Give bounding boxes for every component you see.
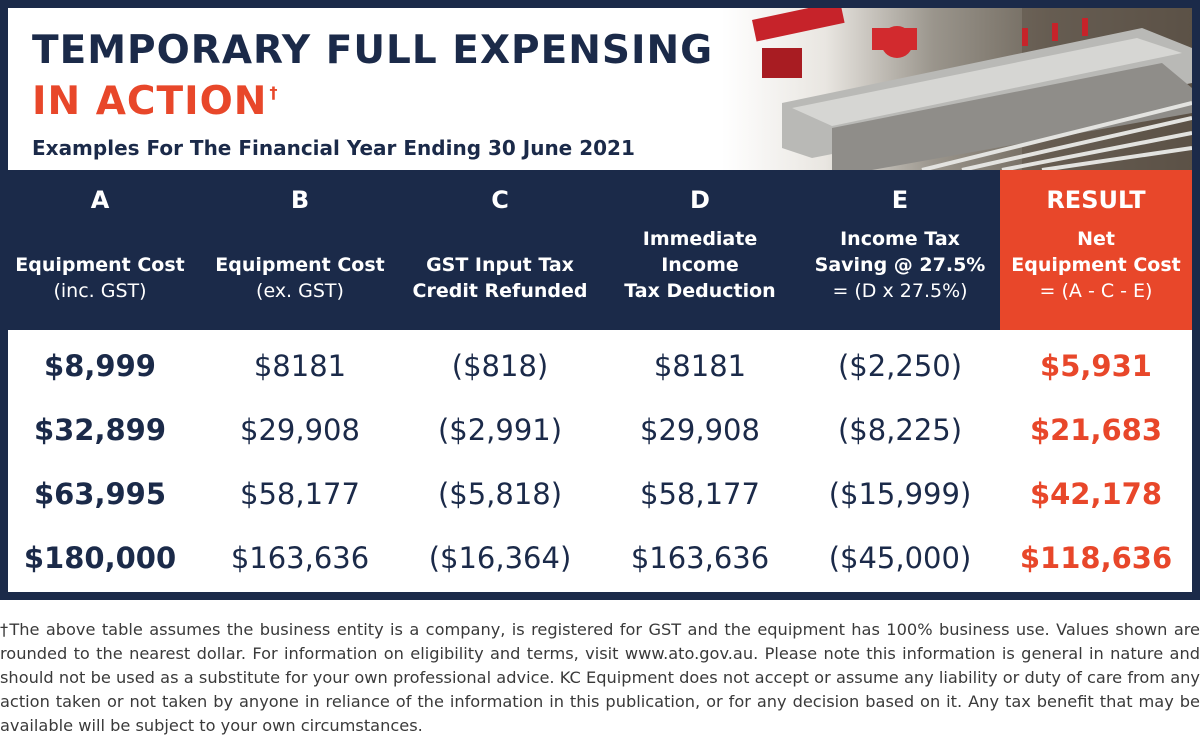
column-desc-line: GST Input Tax bbox=[426, 254, 574, 276]
column-description bbox=[800, 226, 1000, 304]
table-body bbox=[8, 330, 1192, 592]
column-letter: RESULT bbox=[1046, 186, 1146, 214]
cell-cost-ex-gst: $8181 bbox=[253, 349, 347, 383]
column-letter: C bbox=[491, 186, 509, 214]
cell-gst-credit: ($2,991) bbox=[437, 413, 563, 447]
column-letter: B bbox=[290, 186, 310, 214]
title-line-2-text: IN ACTION bbox=[32, 79, 268, 124]
cell-tax-saving: ($8,225) bbox=[837, 413, 963, 447]
column-desc-line: Tax Deduction bbox=[624, 280, 776, 302]
column-desc-line: Equipment Cost bbox=[215, 254, 385, 276]
column-header-e bbox=[800, 170, 1000, 330]
cell-tax-saving: ($2,250) bbox=[837, 349, 963, 383]
column-desc-line: Equipment Cost bbox=[15, 254, 185, 276]
column-desc-line: Saving @ 27.5% bbox=[814, 254, 986, 276]
cell-cost-ex-gst: $163,636 bbox=[230, 541, 370, 575]
table-row bbox=[8, 398, 1192, 462]
page-subtitle: Examples For The Financial Year Ending 30 June 2021 bbox=[32, 136, 635, 160]
cell-cost-ex-gst: $29,908 bbox=[240, 413, 360, 447]
column-desc-line: Income Tax bbox=[840, 228, 960, 250]
cell-gst-credit: ($5,818) bbox=[437, 477, 563, 511]
column-desc-line: (inc. GST) bbox=[53, 280, 147, 302]
cell-cost-ex-gst: $58,177 bbox=[240, 477, 360, 511]
cell-deduction: $58,177 bbox=[640, 477, 760, 511]
cell-cost-inc-gst: $180,000 bbox=[23, 541, 177, 575]
column-desc-line: Credit Refunded bbox=[412, 280, 588, 302]
table-row bbox=[8, 462, 1192, 526]
table-row bbox=[8, 334, 1192, 398]
cell-gst-credit: ($818) bbox=[451, 349, 549, 383]
header-panel bbox=[8, 8, 1192, 170]
cell-net-cost: $5,931 bbox=[1040, 349, 1152, 383]
column-desc-line: (ex. GST) bbox=[256, 280, 344, 302]
cell-cost-inc-gst: $8,999 bbox=[44, 349, 156, 383]
cell-net-cost: $21,683 bbox=[1029, 413, 1163, 447]
column-header-b bbox=[200, 170, 400, 330]
column-description bbox=[400, 252, 600, 304]
column-desc-line: Immediate bbox=[642, 228, 758, 250]
rotary-hoe-photo bbox=[722, 8, 1192, 170]
column-description bbox=[600, 226, 800, 304]
cell-cost-inc-gst: $63,995 bbox=[33, 477, 167, 511]
column-header-result bbox=[1000, 170, 1192, 330]
cell-tax-saving: ($15,999) bbox=[828, 477, 972, 511]
title-line-2 bbox=[32, 79, 278, 124]
column-desc-line: = (A - C - E) bbox=[1039, 280, 1153, 302]
column-letter: E bbox=[891, 186, 909, 214]
column-header-a bbox=[0, 170, 200, 330]
column-description bbox=[200, 252, 400, 304]
cell-deduction: $8181 bbox=[653, 349, 747, 383]
dagger-mark: † bbox=[269, 83, 279, 102]
cell-deduction: $29,908 bbox=[640, 413, 760, 447]
column-description bbox=[1000, 226, 1192, 304]
column-desc-line: Income bbox=[661, 254, 739, 276]
column-desc-line: = (D x 27.5%) bbox=[832, 280, 968, 302]
column-header-c bbox=[400, 170, 600, 330]
column-letter: A bbox=[90, 186, 110, 214]
cell-cost-inc-gst: $32,899 bbox=[33, 413, 167, 447]
machine-illustration bbox=[722, 8, 1192, 170]
column-desc-line: Equipment Cost bbox=[1011, 254, 1181, 276]
cell-deduction: $163,636 bbox=[630, 541, 770, 575]
column-desc-line: Net bbox=[1077, 228, 1115, 250]
column-description bbox=[0, 252, 200, 304]
column-letter: D bbox=[690, 186, 710, 214]
cell-tax-saving: ($45,000) bbox=[828, 541, 972, 575]
cell-net-cost: $118,636 bbox=[1019, 541, 1173, 575]
column-header-d bbox=[600, 170, 800, 330]
cell-gst-credit: ($16,364) bbox=[428, 541, 572, 575]
table-row bbox=[8, 526, 1192, 590]
title-line-1: TEMPORARY FULL EXPENSING bbox=[32, 28, 714, 73]
disclaimer-footnote: †The above table assumes the business entity is a company, is registered for GST and the equipment has 100% business use. Values shown are rounded to the nearest dollar. For information on eligibility and terms, visit www.ato.gov.au. Please note this information is general in nature and should not be used as a substitute for your own professional advice. KC Equipment does not accept or assume any liability or duty of care from any action taken or not taken by anyone in reliance of the information in this publication, or for any decision based on it. Any tax benefit that may be available will be subject to your own circumstances. bbox=[0, 620, 1200, 735]
cell-net-cost: $42,178 bbox=[1029, 477, 1163, 511]
